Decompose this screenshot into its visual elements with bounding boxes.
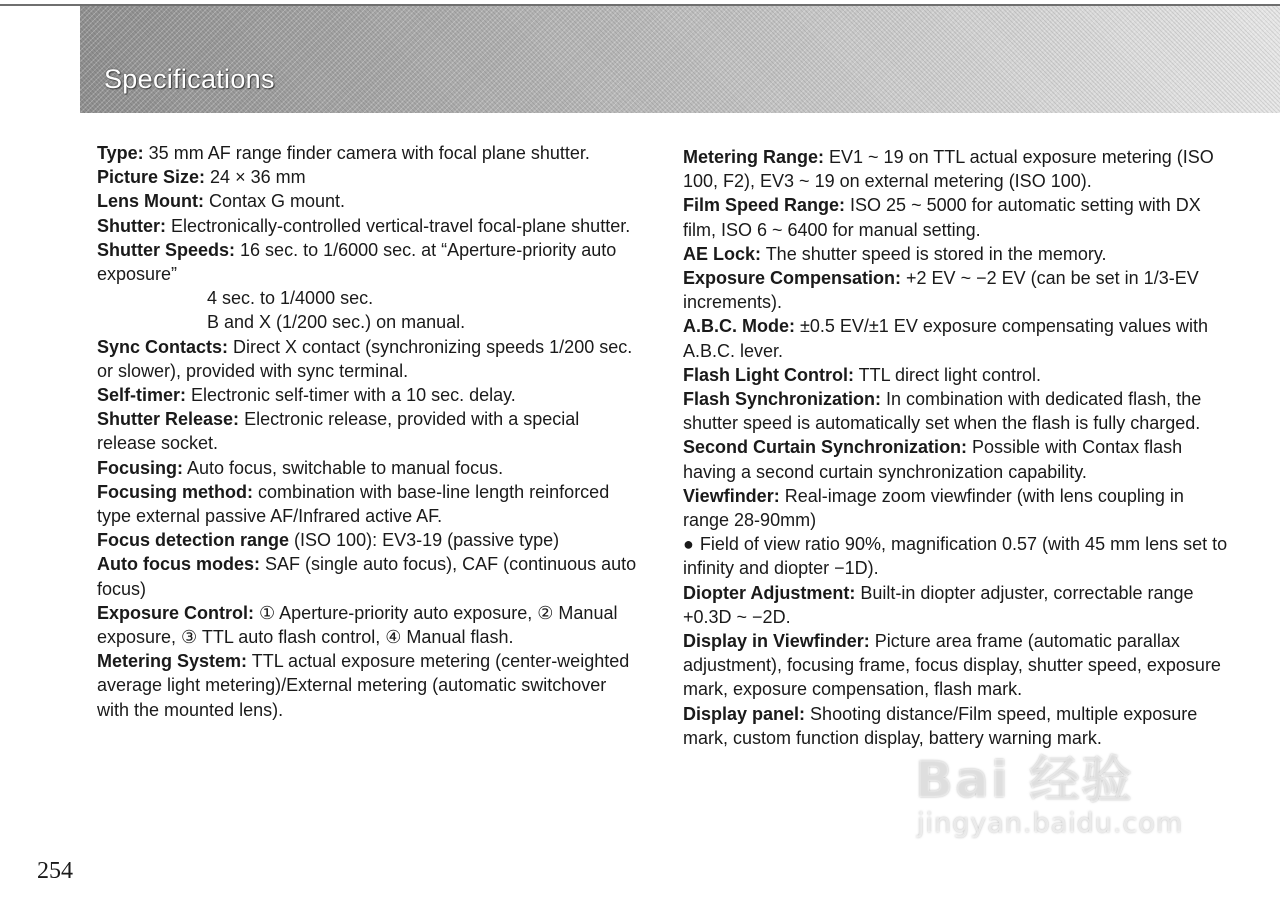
spec-entry (683, 629, 1228, 702)
spec-entry (683, 363, 1228, 387)
page-number: 254 (37, 858, 73, 884)
spec-entry (97, 141, 642, 165)
spec-value: TTL direct light control. (853, 364, 1042, 385)
spec-label: Display in Viewfinder: (683, 631, 870, 652)
spec-label: Viewfinder: (683, 485, 780, 506)
spec-entry (683, 145, 1228, 193)
spec-label: Metering Range: (683, 147, 825, 167)
spec-entry (683, 242, 1228, 266)
spec-label: Exposure Compensation: (683, 268, 902, 289)
spec-value: Electronic self-timer with a 10 sec. delay. (186, 385, 516, 406)
spec-value: Possible with Contax flash having a second curtain synchronization capability. (683, 437, 1183, 482)
spec-label: Diopter Adjustment: (683, 582, 856, 603)
spec-label: Self-timer: (97, 385, 187, 406)
spec-value: Auto focus, switchable to manual focus. (183, 457, 504, 478)
spec-entry (97, 480, 642, 528)
watermark (905, 740, 1205, 850)
spec-label: Exposure Control: (97, 602, 255, 623)
spec-entry (97, 189, 642, 213)
spec-label: Lens Mount: (97, 191, 204, 212)
spec-entry (683, 702, 1228, 750)
spec-value: ① Aperture-priority auto exposure, ② Manual exposure, ③ TTL auto flash control, ④ Manual flash. (97, 602, 618, 648)
spec-value: Direct X contact (synchronizing speeds 1/200 sec. or slower), provided with sync terminal. (97, 336, 633, 381)
spec-label: Shutter Release: (97, 409, 240, 430)
spec-label: Focusing: (97, 457, 183, 478)
spec-value: Electronically-controlled vertical-travel focal-plane shutter. (166, 215, 631, 236)
spec-column-left (97, 141, 642, 722)
spec-entry-continued (97, 310, 642, 334)
spec-entry (97, 165, 642, 189)
spec-value: Contax G mount. (203, 191, 346, 212)
spec-label: Film Speed Range: (683, 195, 846, 216)
spec-label: Sync Contacts: (97, 336, 229, 357)
spec-value: In combination with dedicated flash, the shutter speed is automatically set when the flash is fully charged. (683, 389, 1202, 434)
spec-entry (97, 335, 642, 383)
spec-value: 35 mm AF range finder camera with focal plane shutter. (143, 143, 590, 163)
spec-entry (97, 528, 642, 552)
spec-value: Electronic release, provided with a special release socket. (97, 409, 580, 454)
spec-value: 16 sec. to 1/6000 sec. at “Aperture-priority auto exposure” (97, 239, 617, 285)
spec-entry (683, 435, 1228, 483)
spec-value: TTL actual exposure metering (center-weighted average light metering)/External metering (automatic switchover with the mounted lens). (97, 651, 630, 720)
spec-label: Shutter: (97, 215, 166, 236)
spec-entry (683, 581, 1228, 629)
spec-value: EV1 ~ 19 on TTL actual exposure metering (ISO 100, F2), EV3 ~ 19 on external metering (ISO 100). (683, 147, 1214, 192)
spec-label: A.B.C. Mode: (683, 316, 795, 337)
spec-label: Focusing method: (97, 481, 253, 502)
spec-entry (97, 238, 642, 286)
spec-value: Real-image zoom viewfinder (with lens coupling in range 28-90mm) (683, 485, 1184, 531)
spec-value: ISO 25 ~ 5000 for automatic setting with DX film, ISO 6 ~ 6400 for manual setting. (683, 195, 1201, 240)
spec-label: Shutter Speeds: (97, 239, 236, 260)
spec-value: B and X (1/200 sec.) on manual. (207, 312, 466, 333)
spec-label: Flash Light Control: (683, 364, 854, 385)
spec-value: combination with base-line length reinforced type external passive AF/Infrared active AF. (97, 481, 610, 527)
spec-label: Metering System: (97, 651, 248, 672)
spec-entry (97, 552, 642, 600)
spec-entry (97, 601, 642, 649)
spec-entry (683, 314, 1228, 362)
spec-label: Flash Synchronization: (683, 389, 882, 410)
spec-value: ±0.5 EV/±1 EV exposure compensating values with A.B.C. lever. (683, 316, 1208, 361)
spec-value: Picture area frame (automatic parallax adjustment), focusing frame, focus display, shutter speed, exposure mark, exposure compensation, flash mark. (683, 631, 1221, 700)
spec-value: The shutter speed is stored in the memory. (761, 243, 1107, 264)
spec-entry (683, 266, 1228, 314)
spec-value: 24 × 36 mm (205, 167, 306, 188)
spec-entry (683, 387, 1228, 435)
spec-label: Auto focus modes: (97, 554, 261, 575)
spec-entry (683, 193, 1228, 241)
spec-entry (97, 456, 642, 480)
spec-value: 4 sec. to 1/4000 sec. (207, 288, 374, 309)
spec-column-right (683, 145, 1228, 750)
spec-label: Focus detection range (97, 530, 290, 551)
spec-value: Shooting distance/Film speed, multiple exposure mark, custom function display, battery warning mark. (683, 703, 1198, 748)
spec-entry (97, 383, 642, 407)
spec-entry (683, 484, 1228, 532)
spec-value: Field of view ratio 90%, magnification 0.57 (with 45 mm lens set to infinity and diopter −1D). (683, 534, 1228, 579)
spec-label: Picture Size: (97, 167, 206, 188)
page-title: Specifications (104, 64, 275, 94)
spec-label: AE Lock: (683, 243, 762, 264)
spec-value: SAF (single auto focus), CAF (continuous auto focus) (97, 554, 637, 599)
spec-label: Display panel: (683, 703, 806, 724)
spec-value: (ISO 100): EV3-19 (passive type) (289, 530, 560, 551)
section-banner (80, 6, 1280, 113)
bullet-icon: ● (683, 534, 694, 555)
spec-value: +2 EV ~ −2 EV (can be set in 1/3-EV increments). (683, 268, 1199, 313)
watermark-logo: Bai 经验 (915, 751, 1134, 809)
spec-entry (97, 214, 642, 238)
spec-label: Type: (97, 143, 144, 163)
spec-entry (97, 407, 642, 455)
spec-value: Built-in diopter adjuster, correctable range +0.3D ~ −2D. (683, 582, 1194, 627)
spec-label: Second Curtain Synchronization: (683, 437, 968, 458)
spec-entry-continued (97, 286, 642, 310)
spec-entry (97, 649, 642, 722)
watermark-url: jingyan.baidu.com (917, 808, 1184, 839)
spec-bullet-entry (683, 532, 1228, 580)
